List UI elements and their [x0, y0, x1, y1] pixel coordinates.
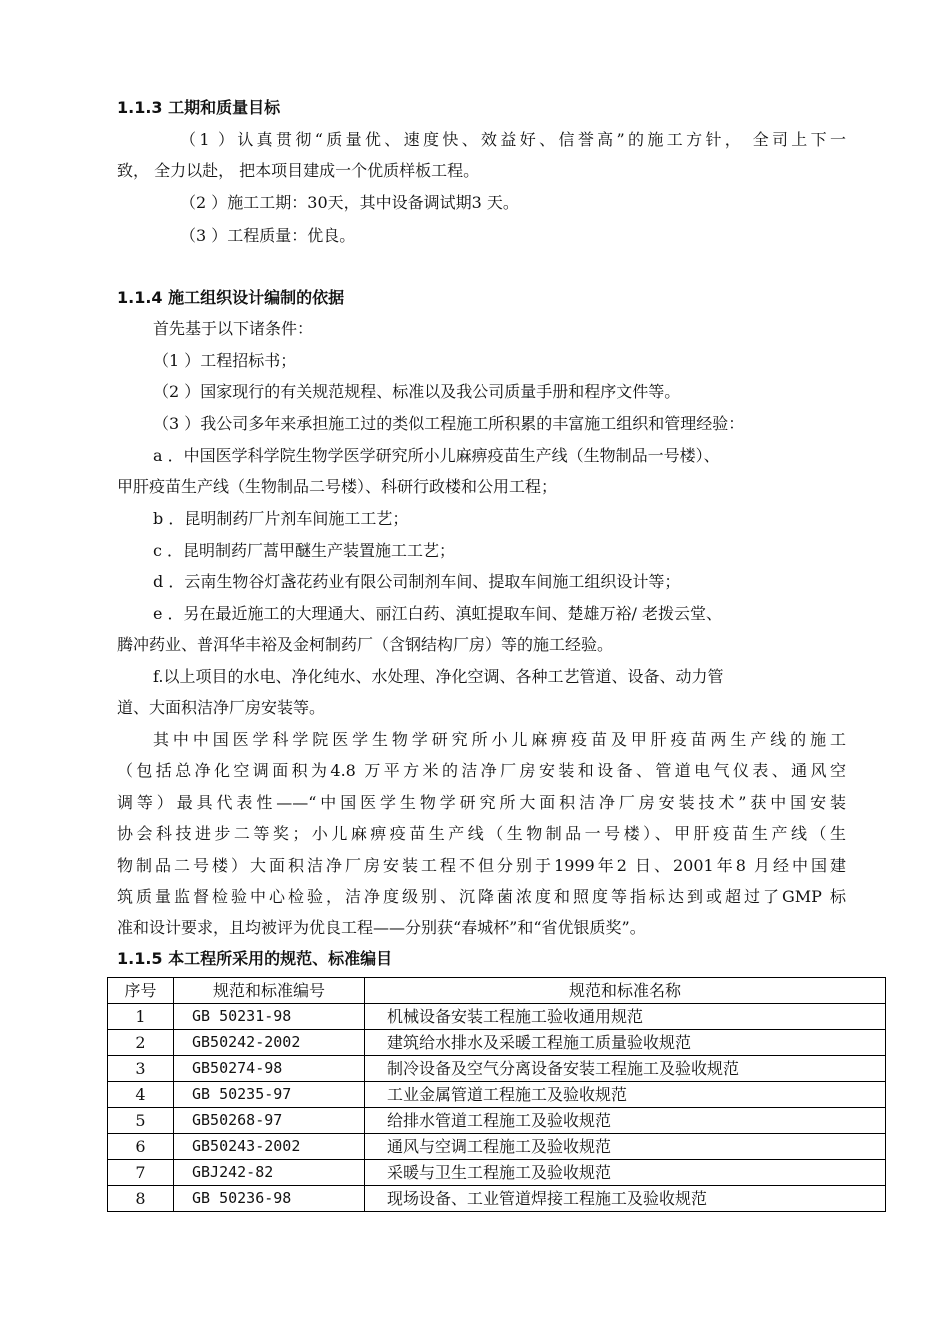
standards-table — [107, 977, 886, 1212]
serial-number-cell: 8 — [108, 1186, 174, 1212]
section-115-title: 1.1.5 本工程所采用的规范、标准编目 — [117, 949, 393, 968]
header-serial-number: 序号 — [108, 978, 174, 1004]
section-114-item-3: （3 ）我公司多年来承担施工过的类似工程施工所积累的丰富施工组织和管理经验： — [153, 414, 745, 433]
section-113-paragraph-3: （3 ）工程质量：优良。 — [180, 226, 356, 245]
section-114-item-f-line-2: 道、大面积洁净厂房安装等。 — [117, 698, 326, 717]
table-row — [108, 1134, 886, 1160]
standard-code-cell: GBJ242-82 — [174, 1160, 365, 1186]
standard-name-cell: 机械设备安装工程施工验收通用规范 — [365, 1004, 886, 1030]
table-row — [108, 1108, 886, 1134]
section-114-item-f-line-1: f.以上项目的水电、净化纯水、水处理、净化空调、各种工艺管道、设备、动力管 — [153, 667, 724, 686]
section-114-summary-line-5: 物制品二号楼）大面积洁净厂房安装工程不但分别于1999年2 日、2001年8 月经中国建 — [117, 856, 846, 875]
serial-number-cell: 6 — [108, 1134, 174, 1160]
serial-number-cell: 3 — [108, 1056, 174, 1082]
serial-number-cell: 7 — [108, 1160, 174, 1186]
section-114-summary-line-1: 其中中国医学科学院医学生物学研究所小儿麻痹疫苗及甲肝疫苗两生产线的施工 — [153, 730, 846, 749]
section-114-item-c: c ．昆明制药厂蒿甲醚生产装置施工工艺； — [153, 541, 456, 560]
standard-name-cell: 制冷设备及空气分离设备安装工程施工及验收规范 — [365, 1056, 886, 1082]
standard-name-cell: 建筑给水排水及采暖工程施工质量验收规范 — [365, 1030, 886, 1056]
table-row — [108, 1186, 886, 1212]
standard-code-cell: GB 50231-98 — [174, 1004, 365, 1030]
standard-code-cell: GB50274-98 — [174, 1056, 365, 1082]
table-row — [108, 1056, 886, 1082]
standard-name-cell: 采暖与卫生工程施工及验收规范 — [365, 1160, 886, 1186]
section-114-intro: 首先基于以下诸条件： — [153, 319, 314, 338]
section-114-item-a-line-2: 甲肝疫苗生产线（生物制品二号楼）、科研行政楼和公用工程； — [117, 477, 558, 496]
table-row — [108, 1160, 886, 1186]
section-114-item-b: b ．昆明制药厂片剂车间施工工艺； — [153, 509, 409, 528]
serial-number-cell: 1 — [108, 1004, 174, 1030]
standard-name-cell: 工业金属管道工程施工及验收规范 — [365, 1082, 886, 1108]
section-114-summary-line-3: 调等）最具代表性——“中国医学生物学研究所大面积洁净厂房安装技术”获中国安装 — [117, 793, 846, 812]
section-114-summary-line-7: 准和设计要求，且均被评为优良工程——分别获“春城杯”和“省优银质奖”。 — [117, 918, 646, 937]
section-114-item-2: （2 ）国家现行的有关规范规程、标准以及我公司质量手册和程序文件等。 — [153, 382, 681, 401]
header-standard-name: 规范和标准名称 — [365, 978, 886, 1004]
table-header-row — [108, 978, 886, 1004]
section-114-summary-line-2: （包括总净化空调面积为4.8 万平方米的洁净厂房安装和设备、管道电气仪表、通风空 — [117, 761, 846, 780]
section-113-paragraph-2: （2 ）施工工期：30天，其中设备调试期3 天。 — [180, 193, 519, 212]
table-row — [108, 1082, 886, 1108]
serial-number-cell: 4 — [108, 1082, 174, 1108]
standard-code-cell: GB 50235-97 — [174, 1082, 365, 1108]
section-113-paragraph-1-line-2: 致， 全力以赴， 把本项目建成一个优质样板工程。 — [117, 161, 480, 180]
standard-code-cell: GB 50236-98 — [174, 1186, 365, 1212]
table-row — [108, 1004, 886, 1030]
standard-name-cell: 现场设备、工业管道焊接工程施工及验收规范 — [365, 1186, 886, 1212]
section-114-item-d: d ．云南生物谷灯盏花药业有限公司制剂车间、提取车间施工组织设计等； — [153, 572, 681, 591]
section-114-item-e-line-2: 腾冲药业、普洱华丰裕及金柯制药厂（含钢结构厂房）等的施工经验。 — [117, 635, 614, 654]
header-standard-code: 规范和标准编号 — [174, 978, 365, 1004]
section-114-item-1: （1 ）工程招标书； — [153, 351, 297, 370]
section-113-title: 1.1.3 工期和质量目标 — [117, 98, 281, 117]
standard-name-cell: 通风与空调工程施工及验收规范 — [365, 1134, 886, 1160]
serial-number-cell: 2 — [108, 1030, 174, 1056]
section-114-title: 1.1.4 施工组织设计编制的依据 — [117, 288, 345, 307]
standard-code-cell: GB50242-2002 — [174, 1030, 365, 1056]
table-row — [108, 1030, 886, 1056]
standard-code-cell: GB50268-97 — [174, 1108, 365, 1134]
section-113-paragraph-1-line-1: （1 ）认真贯彻“质量优、速度快、效益好、信誉高”的施工方针， 全司上下一 — [180, 130, 846, 149]
serial-number-cell: 5 — [108, 1108, 174, 1134]
section-114-summary-line-6: 筑质量监督检验中心检验，洁净度级别、沉降菌浓度和照度等指标达到或超过了GMP 标 — [117, 887, 846, 906]
standard-code-cell: GB50243-2002 — [174, 1134, 365, 1160]
section-114-item-a-line-1: a ．中国医学科学院生物学医学研究所小儿麻痹疫苗生产线（生物制品一号楼）、 — [153, 446, 720, 465]
section-114-item-e-line-1: e ．另在最近施工的大理通大、丽江白药、滇虹提取车间、楚雄万裕/ 老拨云堂、 — [153, 604, 723, 623]
section-114-summary-line-4: 协会科技进步二等奖；小儿麻痹疫苗生产线（生物制品一号楼）、甲肝疫苗生产线（生 — [117, 824, 846, 843]
standard-name-cell: 给排水管道工程施工及验收规范 — [365, 1108, 886, 1134]
